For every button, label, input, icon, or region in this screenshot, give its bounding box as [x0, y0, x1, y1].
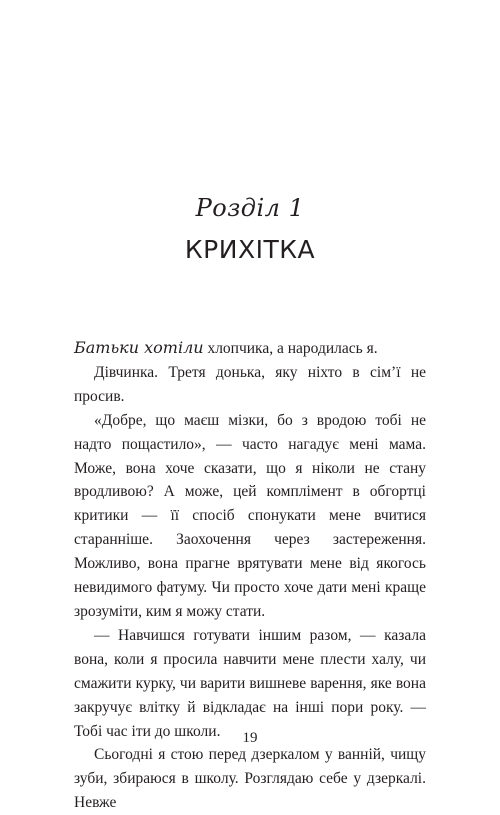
paragraph-2: Дівчинка. Третя донька, яку ніхто в сім’ї не просив. — [74, 363, 426, 405]
page-number: 19 — [242, 730, 258, 746]
paragraph-5: Сьогодні я стою перед дзеркалом у ванній, чищу зуби, збираюся в школу. Розглядаю себе у дзеркалі. Невже — [74, 746, 426, 812]
lead-words: Батьки хотіли — [74, 338, 204, 357]
paragraph-1 — [74, 336, 426, 361]
paragraph-4: — Навчишся готувати іншим разом, — казала вона, коли я просила навчити мене плести халу, чи смажити курку, чи варити вишневе варення, яке вона закручує влітку й відкладає на інші пори року. — Тобі час іти до школи. — [74, 626, 426, 740]
paragraph-1-text: хлопчика, а народилась я. — [203, 340, 378, 357]
paragraph-3: «Добре, що маєш мізки, бо з вродою тобі не надто пощастило», — часто нагадує мені мама. Може, вона хоче сказати, що я ніколи не стану вродливою? А може, цей комплімент в обгортці критики — її спосіб спонукати мене вчитися старанніше. Заохочення через застереження. Можливо, вона прагне врятувати мене від якогось невидимого фатуму. Чи просто хоче дати мені краще зрозуміти, ким я можу стати. — [74, 411, 426, 620]
chapter-label: Розділ 1 — [195, 194, 305, 222]
chapter-title: КРИХІТКА — [184, 235, 316, 264]
